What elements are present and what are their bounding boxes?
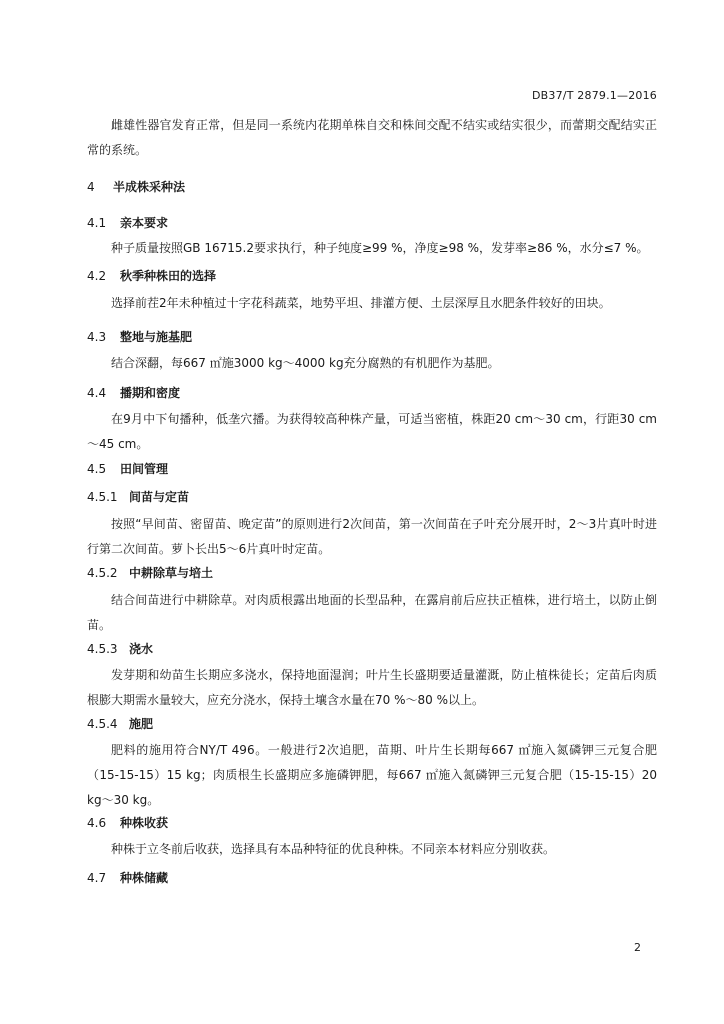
section-4-4-heading	[87, 385, 180, 401]
section-4-3-heading	[87, 329, 192, 345]
paragraph-4-5-3: 发芽期和幼苗生长期应多浇水，保持地面湿润；叶片生长盛期要适量灌溉，防止植株徒长；定苗后肉质根膨大期需水量较大，应充分浇水，保持土壤含水量在70 %～80 %以上。	[87, 668, 657, 707]
paragraph-4-1: 种子质量按照GB 16715.2要求执行，种子纯度≥99 %，净度≥98 %，发芽率≥86 %，水分≤7 %。	[111, 241, 649, 255]
section-number: 4	[87, 180, 95, 194]
section-number: 4.5	[87, 462, 107, 476]
paragraph-4-4: 在9月中下旬播种，低垄穴播。为获得较高种株产量，可适当密植，株距20 cm～30 cm，行距30 cm～45 cm。	[87, 412, 657, 451]
section-title: 间苗与定苗	[129, 490, 190, 504]
section-number: 4.1	[87, 216, 107, 230]
section-title: 秋季种株田的选择	[120, 269, 217, 283]
section-4-6-heading	[87, 815, 168, 831]
section-number: 4.7	[87, 871, 107, 885]
section-number: 4.5.4	[87, 717, 118, 731]
paragraph-4-5-1: 按照“早间苗、密留苗、晚定苗”的原则进行2次间苗，第一次间苗在子叶充分展开时，2～3片真叶时进行第二次间苗。萝卜长出5～6片真叶时定苗。	[87, 517, 657, 556]
section-title: 田间管理	[120, 462, 169, 476]
paragraph-4-6: 种株于立冬前后收获，选择具有本品种特征的优良种株。不同亲本材料应分别收获。	[111, 842, 556, 856]
paragraph-4-2: 选择前茬2年未种植过十字花科蔬菜，地势平坦、排灌方便、土层深厚且水肥条件较好的田块。	[111, 296, 611, 310]
section-4-5-1-heading	[87, 489, 189, 505]
paragraph-4-3: 结合深翻，每667 ㎡施3000 kg～4000 kg充分腐熟的有机肥作为基肥。	[111, 356, 500, 370]
section-number: 4.5.1	[87, 490, 118, 504]
section-title: 种株收获	[120, 816, 169, 830]
section-title: 播期和密度	[120, 386, 181, 400]
section-4-5-2-heading	[87, 565, 213, 581]
section-title: 中耕除草与培土	[129, 566, 214, 580]
section-number: 4.3	[87, 330, 107, 344]
paragraph-4-5-2: 结合间苗进行中耕除草。对肉质根露出地面的长型品种，在露肩前后应扶正植株，进行培土，以防止倒苗。	[87, 593, 657, 632]
section-number: 4.5.3	[87, 642, 118, 656]
section-title: 施肥	[129, 717, 154, 731]
section-number: 4.4	[87, 386, 107, 400]
section-title: 浇水	[129, 642, 154, 656]
paragraph-4-5-4: 肥料的施用符合NY/T 496。一般进行2次追肥，苗期、叶片生长期每667 ㎡施入氮磷钾三元复合肥（15-15-15）15 kg；肉质根生长盛期应多施磷钾肥，每667 ㎡施入氮磷钾三元复合肥（15-15-15）20 kg～30 kg。	[87, 743, 657, 807]
section-4-7-heading	[87, 870, 168, 886]
page-number: 2	[634, 941, 641, 954]
section-4-heading	[87, 179, 185, 195]
section-4-1-heading	[87, 215, 168, 231]
section-title: 整地与施基肥	[120, 330, 193, 344]
section-4-2-heading	[87, 268, 216, 284]
section-4-5-heading	[87, 461, 168, 477]
section-number: 4.2	[87, 269, 107, 283]
document-code: DB37/T 2879.1—2016	[531, 89, 657, 102]
intro-paragraph: 雌雄性器官发育正常，但是同一系统内花期单株自交和株间交配不结实或结实很少，而蕾期交配结实正常的系统。	[87, 118, 657, 157]
section-number: 4.6	[87, 816, 107, 830]
section-4-5-3-heading	[87, 641, 153, 657]
section-number: 4.5.2	[87, 566, 118, 580]
section-4-5-4-heading	[87, 716, 153, 732]
section-title: 亲本要求	[120, 216, 169, 230]
section-title: 种株储藏	[120, 871, 169, 885]
section-title: 半成株采种法	[113, 180, 186, 194]
